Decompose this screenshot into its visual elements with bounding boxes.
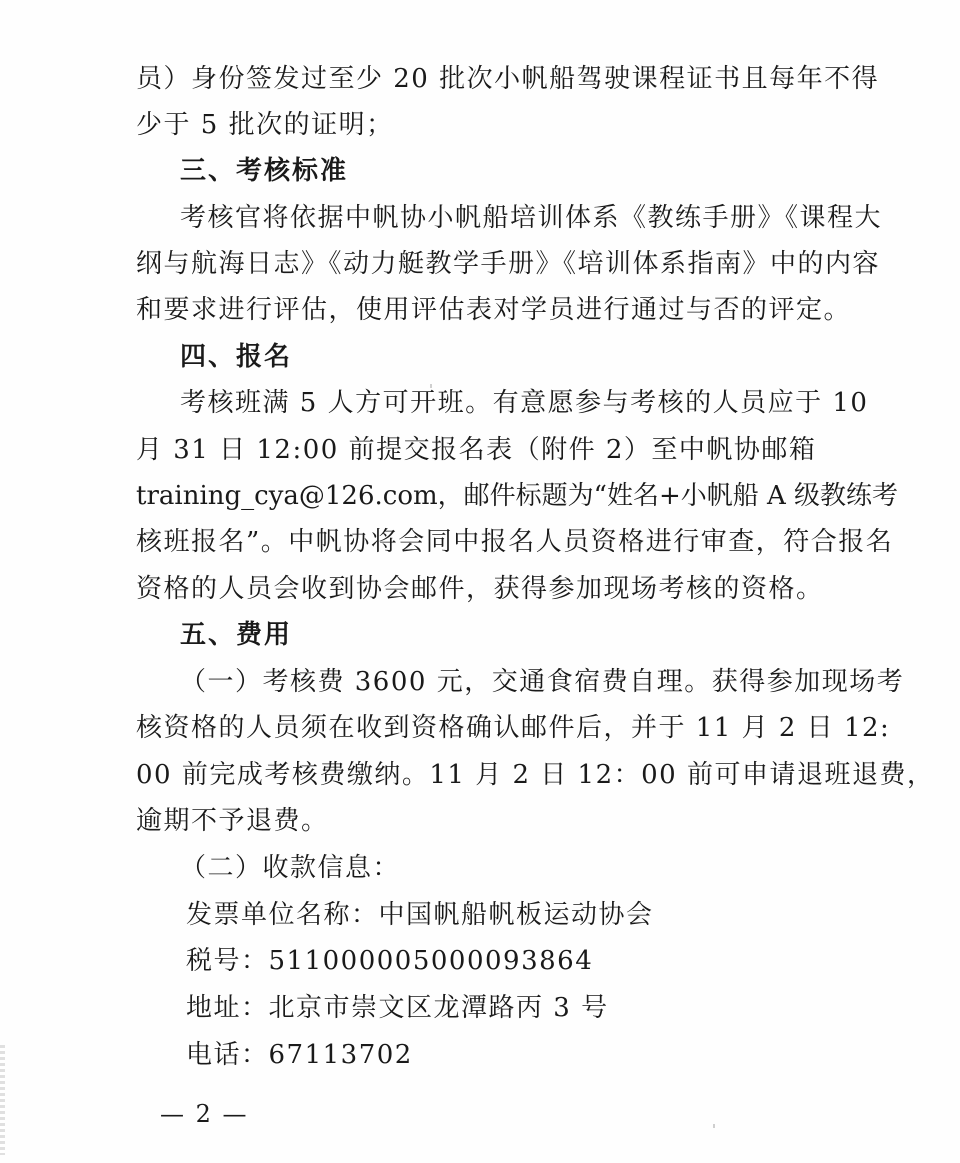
payee-invoice-unit: 发票单位名称：中国帆船帆板运动协会 bbox=[186, 900, 654, 930]
section-heading-registration: 四、报名 bbox=[180, 342, 293, 372]
section-heading-assessment-standard: 三、考核标准 bbox=[180, 156, 349, 186]
paragraph-line-qualification-end: 少于 5 批次的证明； bbox=[136, 110, 394, 140]
page-number: — 2 — bbox=[160, 1100, 249, 1128]
paragraph-line-fees-2: 核资格的人员须在收到资格确认邮件后，并于 11 月 2 日 12: bbox=[136, 713, 891, 743]
paragraph-line-registration-1: 考核班满 5 人方可开班。有意愿参与考核的人员应于 10 bbox=[180, 388, 869, 418]
scan-edge-artifact bbox=[0, 1045, 5, 1155]
paragraph-line-registration-email: training_cya@126.com，邮件标题为“姓名+小帆船 A 级教练考 bbox=[136, 481, 899, 511]
scan-speck bbox=[430, 384, 432, 388]
paragraph-line-registration-4: 核班报名”。中帆协将会同中报名人员资格进行审查，符合报名 bbox=[136, 527, 894, 557]
payee-info-heading: （二）收款信息： bbox=[180, 853, 401, 883]
paragraph-line-fees-1: （一）考核费 3600 元，交通食宿费自理。获得参加现场考 bbox=[180, 667, 905, 697]
paragraph-line-fees-3: 00 前完成考核费缴纳。11 月 2 日 12：00 前可申请退班退费， bbox=[136, 760, 935, 790]
section-heading-fees: 五、费用 bbox=[180, 620, 293, 650]
paragraph-line-assessment-1: 考核官将依据中帆协小帆船培训体系《教练手册》《课程大 bbox=[180, 203, 883, 233]
paragraph-line-assessment-3: 和要求进行评估，使用评估表对学员进行通过与否的评定。 bbox=[136, 295, 852, 325]
paragraph-line-registration-5: 资格的人员会收到协会邮件，获得参加现场考核的资格。 bbox=[136, 574, 824, 604]
scan-speck bbox=[713, 1124, 715, 1128]
payee-address: 地址：北京市崇文区龙潭路丙 3 号 bbox=[186, 993, 609, 1023]
paragraph-line-registration-2: 月 31 日 12:00 前提交报名表（附件 2）至中帆协邮箱 bbox=[136, 435, 817, 465]
paragraph-line-qualification-cont: 员）身份签发过至少 20 批次小帆船驾驶课程证书且每年不得 bbox=[136, 64, 880, 94]
payee-phone: 电话：67113702 bbox=[186, 1040, 413, 1070]
paragraph-line-assessment-2: 纲与航海日志》《动力艇教学手册》《培训体系指南》中的内容 bbox=[136, 249, 881, 279]
paragraph-line-fees-4: 逾期不予退费。 bbox=[136, 806, 329, 836]
payee-tax-id: 税号：511000005000093864 bbox=[186, 946, 594, 976]
